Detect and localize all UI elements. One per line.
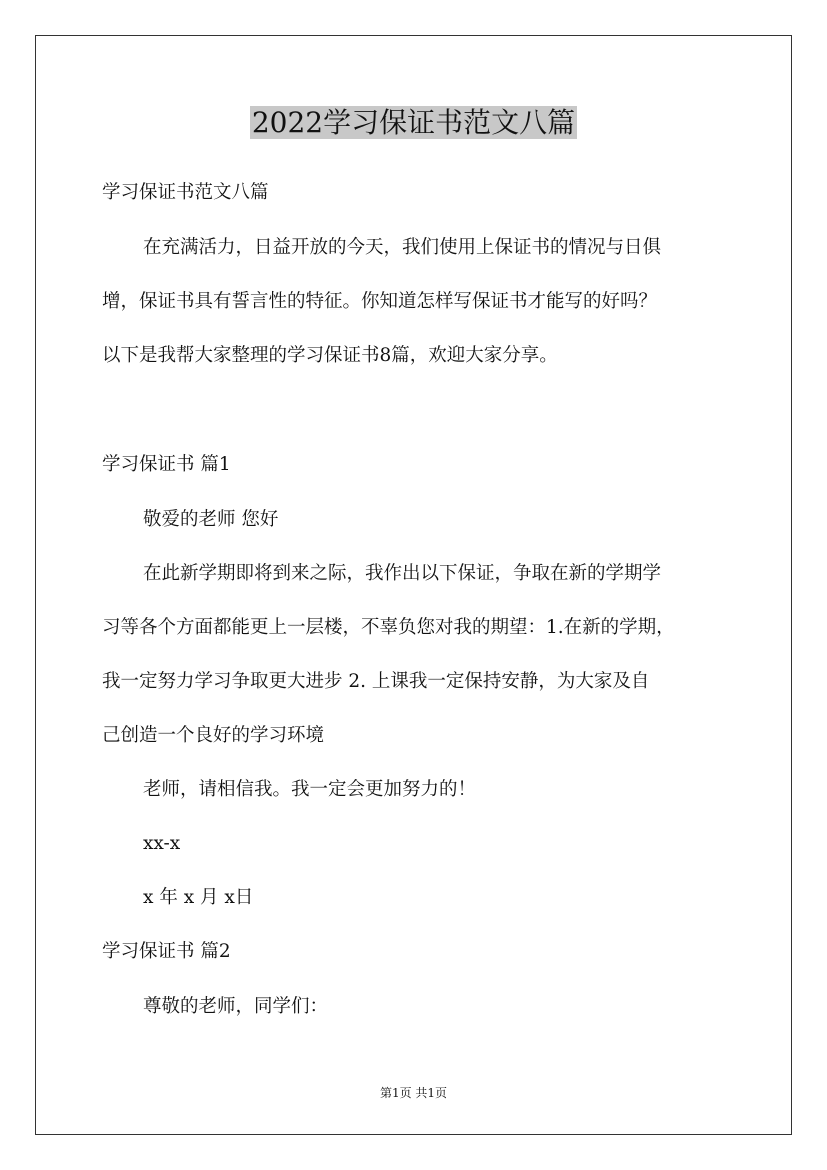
salutation-2: 尊敬的老师，同学们： (143, 996, 329, 1017)
date-line: x 年 x 月 x日 (143, 887, 254, 908)
body-line-3: 我一定努力学习争取更大进步 2. 上课我一定保持安静，为大家及自 (102, 671, 650, 692)
section-heading-1: 学习保证书 篇1 (102, 454, 231, 475)
body-line-2: 习等各个方面都能更上一层楼，不辜负您对我的期望：1.在新的学期， (102, 617, 675, 638)
intro-line-1: 在充满活力，日益开放的今天，我们使用上保证书的情况与日俱 (143, 237, 662, 258)
body-line-5: 老师，请相信我。我一定会更加努力的！ (143, 779, 477, 800)
body-line-1: 在此新学期即将到来之际，我作出以下保证，争取在新的学期学 (143, 563, 662, 584)
section-heading-2: 学习保证书 篇2 (102, 941, 231, 962)
intro-line-3: 以下是我帮大家整理的学习保证书8篇，欢迎大家分享。 (102, 345, 558, 366)
salutation-1: 敬爱的老师 您好 (143, 509, 279, 530)
subtitle-line: 学习保证书范文八篇 (102, 182, 269, 203)
page-footer: 第1页 共1页 (379, 1086, 448, 1100)
body-line-4: 己创造一个良好的学习环境 (102, 725, 325, 746)
signature-line: xx-x (143, 833, 181, 854)
intro-line-2: 增，保证书具有誓言性的特征。你知道怎样写保证书才能写的好吗？ (102, 291, 658, 312)
document-title: 2022学习保证书范文八篇 (251, 106, 576, 139)
